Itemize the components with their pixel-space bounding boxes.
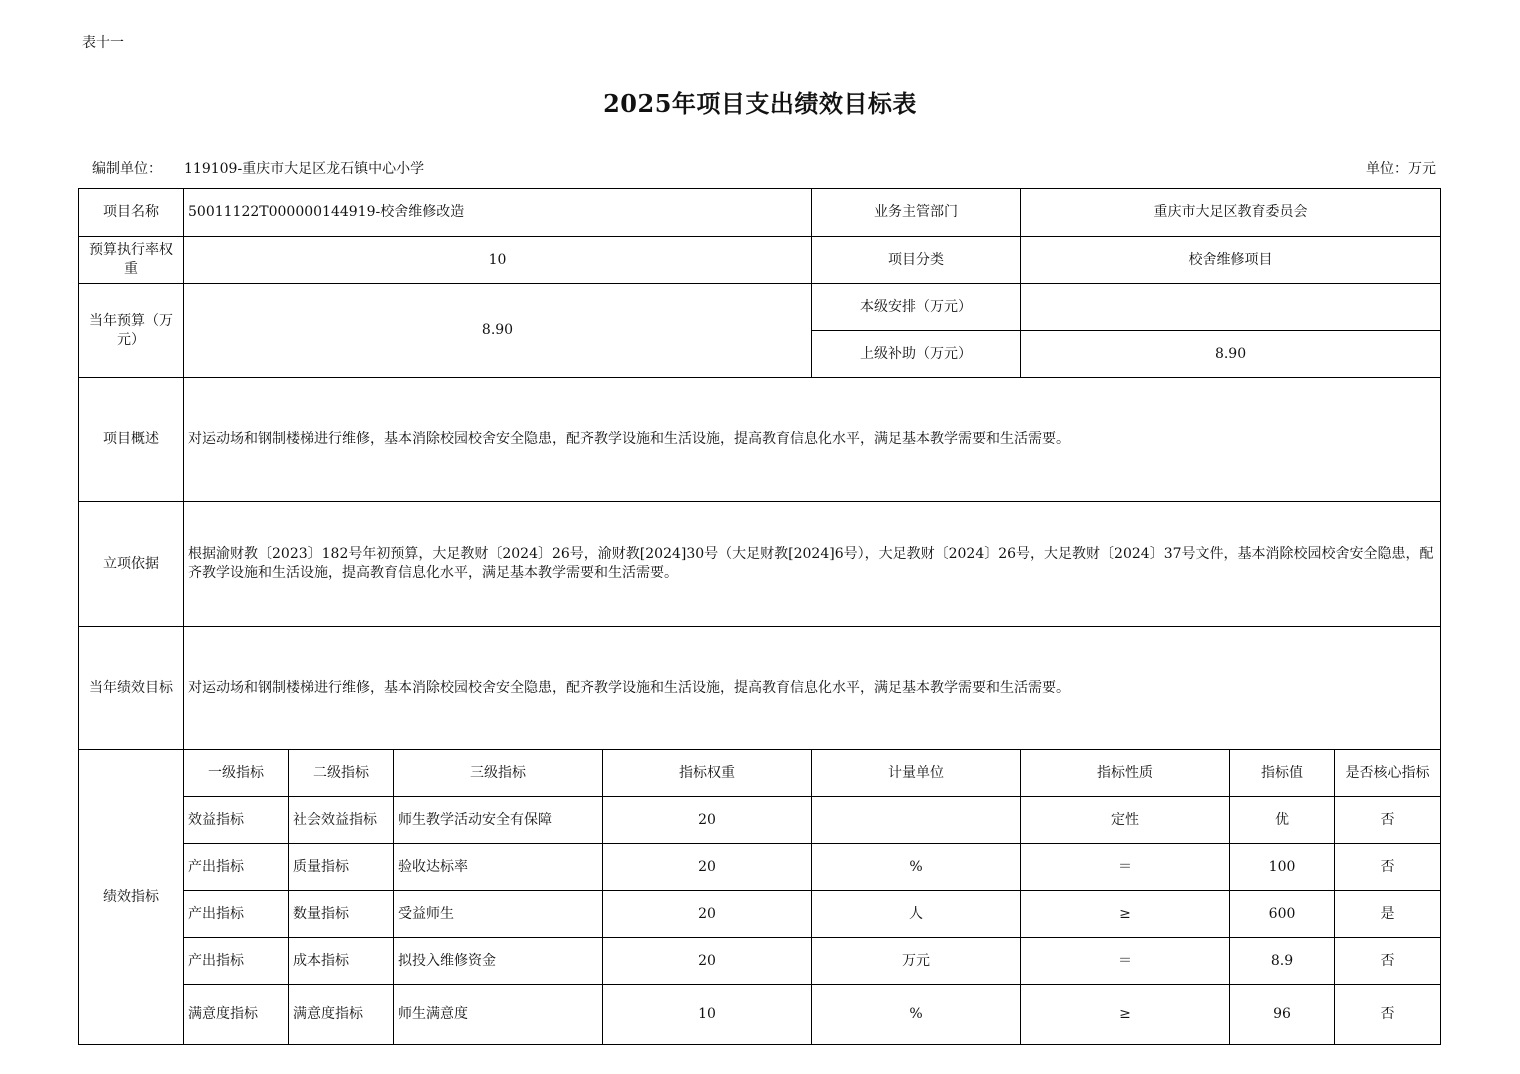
cell-nature: 定性 xyxy=(1021,797,1230,844)
org-line xyxy=(92,158,424,178)
performance-table xyxy=(78,188,1441,1045)
upper-value: 8.90 xyxy=(1021,331,1441,378)
cell-unit: 人 xyxy=(812,891,1021,938)
project-name-value: 50011122T000000144919-校舍维修改造 xyxy=(184,189,812,237)
cell-nature: ≥ xyxy=(1021,891,1230,938)
cell-level2: 数量指标 xyxy=(289,891,394,938)
category-label: 项目分类 xyxy=(812,237,1021,284)
upper-label: 上级补助（万元） xyxy=(812,331,1021,378)
weight-label: 预算执行率权重 xyxy=(79,237,184,284)
budget-label: 当年预算（万元） xyxy=(79,284,184,378)
cell-level2: 成本指标 xyxy=(289,938,394,985)
cell-unit: 万元 xyxy=(812,938,1021,985)
cell-core: 否 xyxy=(1335,985,1441,1045)
cell-weight: 20 xyxy=(603,891,812,938)
cell-level3: 验收达标率 xyxy=(394,844,603,891)
cell-nature: ＝ xyxy=(1021,844,1230,891)
header-core: 是否核心指标 xyxy=(1335,750,1441,797)
table-row xyxy=(79,985,1441,1045)
cell-level1: 满意度指标 xyxy=(184,985,289,1045)
weight-value: 10 xyxy=(184,237,812,284)
header-level3: 三级指标 xyxy=(394,750,603,797)
cell-level1: 产出指标 xyxy=(184,938,289,985)
table-row xyxy=(79,938,1441,985)
project-name-label: 项目名称 xyxy=(79,189,184,237)
cell-level3: 受益师生 xyxy=(394,891,603,938)
basis-label: 立项依据 xyxy=(79,502,184,627)
cell-unit xyxy=(812,797,1021,844)
cell-nature: ≥ xyxy=(1021,985,1230,1045)
cell-core: 否 xyxy=(1335,797,1441,844)
header-level1: 一级指标 xyxy=(184,750,289,797)
header-level2: 二级指标 xyxy=(289,750,394,797)
header-value: 指标值 xyxy=(1230,750,1335,797)
dept-value: 重庆市大足区教育委员会 xyxy=(1021,189,1441,237)
cell-level1: 产出指标 xyxy=(184,891,289,938)
cell-level2: 满意度指标 xyxy=(289,985,394,1045)
cell-value: 优 xyxy=(1230,797,1335,844)
cell-unit: % xyxy=(812,844,1021,891)
table-row xyxy=(79,891,1441,938)
cell-level3: 师生教学活动安全有保障 xyxy=(394,797,603,844)
cell-level1: 产出指标 xyxy=(184,844,289,891)
cell-weight: 10 xyxy=(603,985,812,1045)
table-row xyxy=(79,797,1441,844)
cell-unit: % xyxy=(812,985,1021,1045)
goal-label: 当年绩效目标 xyxy=(79,627,184,750)
header-weight: 指标权重 xyxy=(603,750,812,797)
header-unit: 计量单位 xyxy=(812,750,1021,797)
cell-core: 否 xyxy=(1335,844,1441,891)
cell-level3: 师生满意度 xyxy=(394,985,603,1045)
cell-weight: 20 xyxy=(603,797,812,844)
basis-value: 根据渝财教〔2023〕182号年初预算，大足教财〔2024〕26号，渝财教[2024]30号（大足财教[2024]6号），大足教财〔2024〕26号，大足教财〔2024〕37号文件，基本消除校园校舍安全隐患，配齐教学设施和生活设施，提高教育信息化水平，满足基本教学需要和生活需要。 xyxy=(184,502,1441,627)
cell-level2: 社会效益指标 xyxy=(289,797,394,844)
cell-core: 否 xyxy=(1335,938,1441,985)
indicators-section-label: 绩效指标 xyxy=(79,750,184,1045)
cell-core: 是 xyxy=(1335,891,1441,938)
cell-value: 100 xyxy=(1230,844,1335,891)
cell-nature: ＝ xyxy=(1021,938,1230,985)
budget-value: 8.90 xyxy=(184,284,812,378)
page-title: 2025年项目支出绩效目标表 xyxy=(603,89,917,118)
cell-value: 8.9 xyxy=(1230,938,1335,985)
cell-value: 600 xyxy=(1230,891,1335,938)
cell-value: 96 xyxy=(1230,985,1335,1045)
cell-weight: 20 xyxy=(603,938,812,985)
local-value xyxy=(1021,284,1441,331)
category-value: 校舍维修项目 xyxy=(1021,237,1441,284)
overview-value: 对运动场和钢制楼梯进行维修，基本消除校园校舍安全隐患，配齐教学设施和生活设施，提高教育信息化水平，满足基本教学需要和生活需要。 xyxy=(184,378,1441,502)
table-row xyxy=(79,844,1441,891)
unit-label: 单位：万元 xyxy=(1366,161,1436,177)
cell-level2: 质量指标 xyxy=(289,844,394,891)
cell-weight: 20 xyxy=(603,844,812,891)
cell-level1: 效益指标 xyxy=(184,797,289,844)
dept-label: 业务主管部门 xyxy=(812,189,1021,237)
document-label: 表十一 xyxy=(82,35,124,51)
local-label: 本级安排（万元） xyxy=(812,284,1021,331)
goal-value: 对运动场和钢制楼梯进行维修，基本消除校园校舍安全隐患，配齐教学设施和生活设施，提高教育信息化水平，满足基本教学需要和生活需要。 xyxy=(184,627,1441,750)
header-nature: 指标性质 xyxy=(1021,750,1230,797)
overview-label: 项目概述 xyxy=(79,378,184,502)
org-label: 编制单位： xyxy=(92,161,162,177)
cell-level3: 拟投入维修资金 xyxy=(394,938,603,985)
org-value: 119109-重庆市大足区龙石镇中心小学 xyxy=(184,161,425,177)
